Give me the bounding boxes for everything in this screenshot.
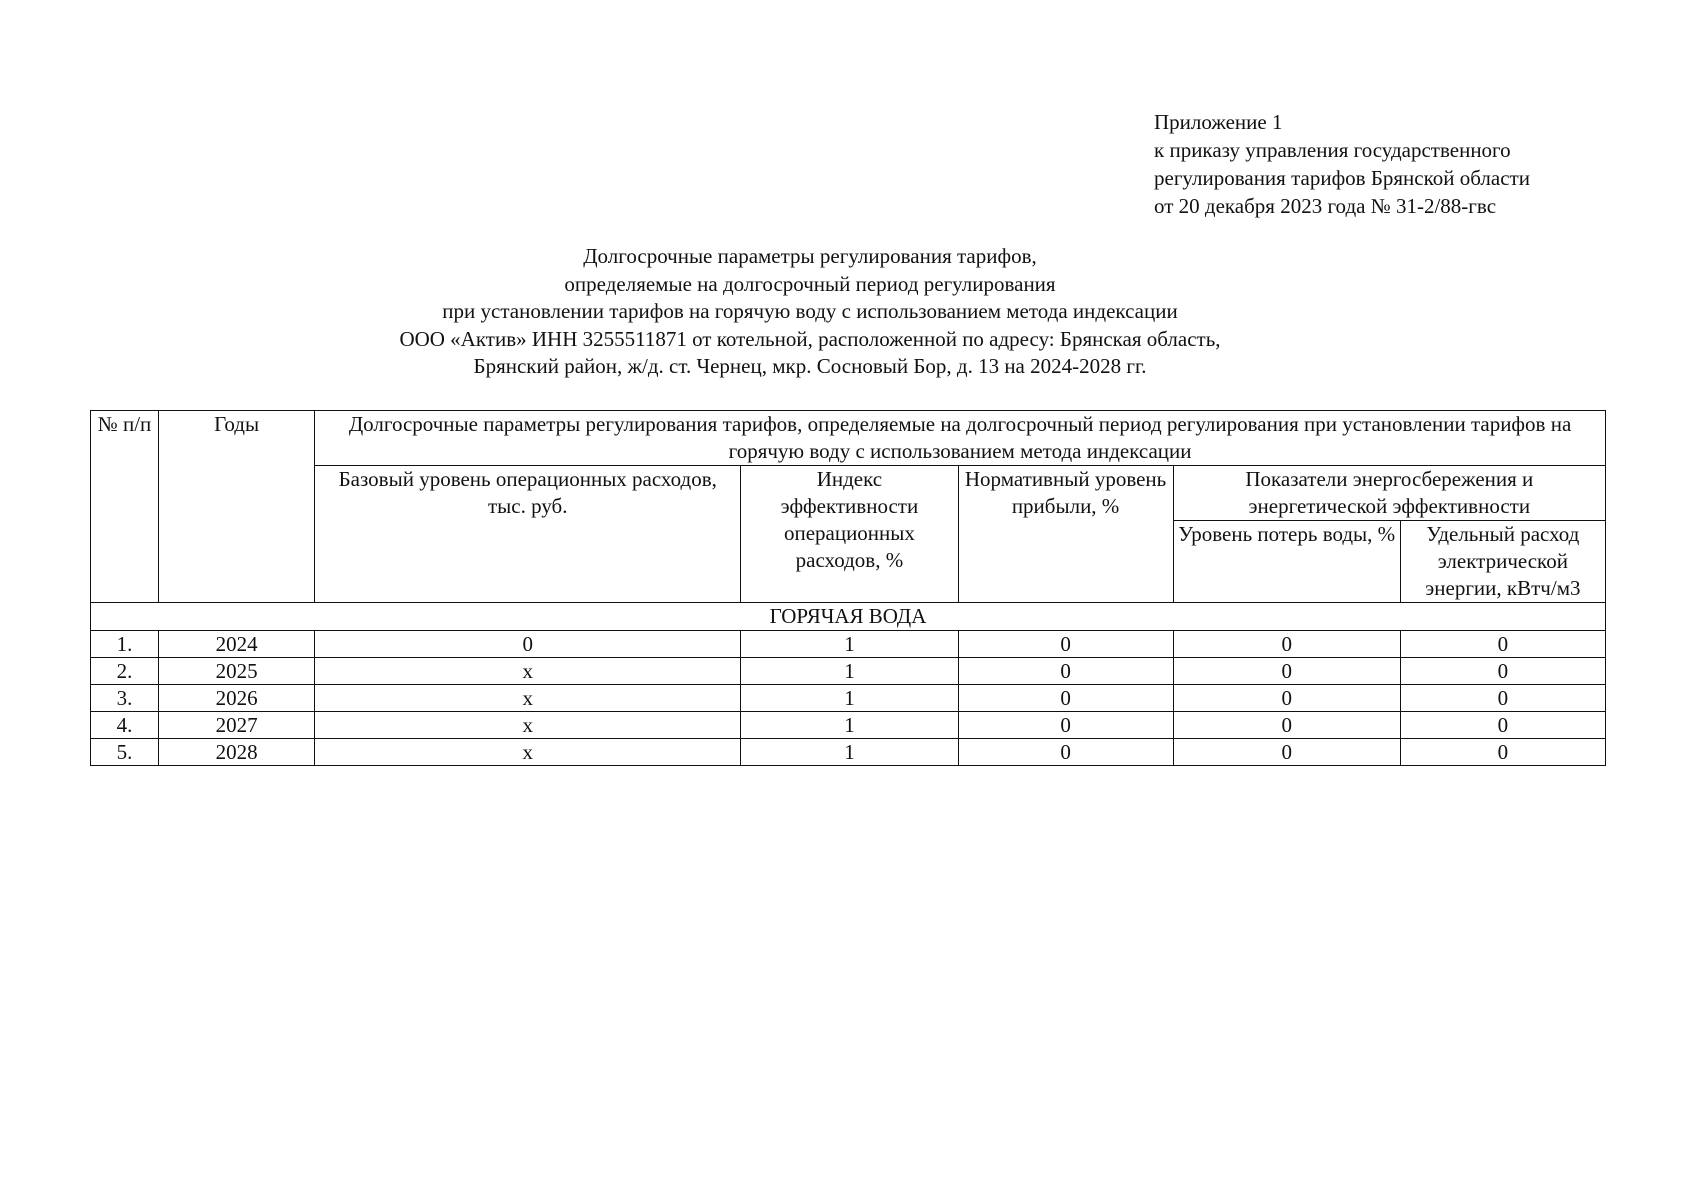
cell-base: х — [315, 739, 741, 766]
header-profit-level: Нормативный уровень прибыли, % — [958, 466, 1173, 603]
cell-num: 5. — [91, 739, 159, 766]
header-energy-group: Показатели энергосбережения и энергетической эффективности — [1173, 466, 1605, 521]
appendix-line: от 20 декабря 2023 года № 31-2/88-гвс — [1154, 194, 1497, 218]
cell-profit: 0 — [958, 631, 1173, 658]
title-line: Брянский район, ж/д. ст. Чернец, мкр. Сосновый Бор, д. 13 на 2024-2028 гг. — [473, 354, 1147, 378]
cell-year: 2024 — [159, 631, 315, 658]
header-base-opex: Базовый уровень операционных расходов, тыс. руб. — [315, 466, 741, 603]
cell-electric: 0 — [1400, 631, 1605, 658]
cell-year: 2025 — [159, 658, 315, 685]
table-row — [91, 658, 1606, 685]
header-electric-consumption: Удельный расход электрической энергии, кВтч/м3 — [1400, 521, 1605, 603]
cell-base: х — [315, 685, 741, 712]
cell-profit: 0 — [958, 712, 1173, 739]
cell-year: 2026 — [159, 685, 315, 712]
header-row — [91, 411, 1606, 466]
table-row — [91, 631, 1606, 658]
appendix-block — [1154, 108, 1530, 220]
cell-loss: 0 — [1173, 685, 1400, 712]
header-group: Долгосрочные параметры регулирования тарифов, определяемые на долгосрочный период регулирования при установлении тарифов на горячую воду с использованием метода индексации — [315, 411, 1606, 466]
cell-profit: 0 — [958, 685, 1173, 712]
title-line: Долгосрочные параметры регулирования тарифов, — [583, 244, 1037, 268]
cell-electric: 0 — [1400, 658, 1605, 685]
cell-num: 3. — [91, 685, 159, 712]
cell-index: 1 — [741, 712, 958, 739]
header-years: Годы — [159, 411, 315, 603]
appendix-line: регулирования тарифов Брянской области — [1154, 166, 1530, 190]
title-line: ООО «Актив» ИНН 3255511871 от котельной, расположенной по адресу: Брянская область, — [399, 326, 1221, 351]
document-title — [0, 243, 1620, 381]
cell-loss: 0 — [1173, 739, 1400, 766]
cell-profit: 0 — [958, 658, 1173, 685]
cell-electric: 0 — [1400, 739, 1605, 766]
title-line: определяемые на долгосрочный период регулирования — [564, 271, 1056, 296]
table-row — [91, 712, 1606, 739]
cell-loss: 0 — [1173, 658, 1400, 685]
header-efficiency-index: Индекс эффективности операционных расходов, % — [741, 466, 958, 603]
cell-electric: 0 — [1400, 685, 1605, 712]
cell-num: 1. — [91, 631, 159, 658]
cell-loss: 0 — [1173, 631, 1400, 658]
cell-loss: 0 — [1173, 712, 1400, 739]
cell-index: 1 — [741, 739, 958, 766]
cell-index: 1 — [741, 685, 958, 712]
cell-num: 4. — [91, 712, 159, 739]
cell-profit: 0 — [958, 739, 1173, 766]
tariff-parameters-table — [90, 410, 1606, 766]
section-row — [91, 603, 1606, 631]
cell-base: 0 — [315, 631, 741, 658]
table-row — [91, 685, 1606, 712]
header-water-loss: Уровень потерь воды, % — [1173, 521, 1400, 603]
header-num: № п/п — [91, 411, 159, 603]
title-line: при установлении тарифов на горячую воду с использованием метода индексации — [442, 299, 1178, 323]
cell-index: 1 — [741, 631, 958, 658]
cell-year: 2027 — [159, 712, 315, 739]
cell-index: 1 — [741, 658, 958, 685]
cell-base: х — [315, 712, 741, 739]
cell-year: 2028 — [159, 739, 315, 766]
cell-num: 2. — [91, 658, 159, 685]
cell-base: х — [315, 658, 741, 685]
appendix-line: Приложение 1 — [1154, 110, 1283, 134]
table-row — [91, 739, 1606, 766]
header-row — [91, 466, 1606, 521]
appendix-line: к приказу управления государственного — [1154, 138, 1511, 162]
section-label: ГОРЯЧАЯ ВОДА — [91, 603, 1606, 631]
cell-electric: 0 — [1400, 712, 1605, 739]
